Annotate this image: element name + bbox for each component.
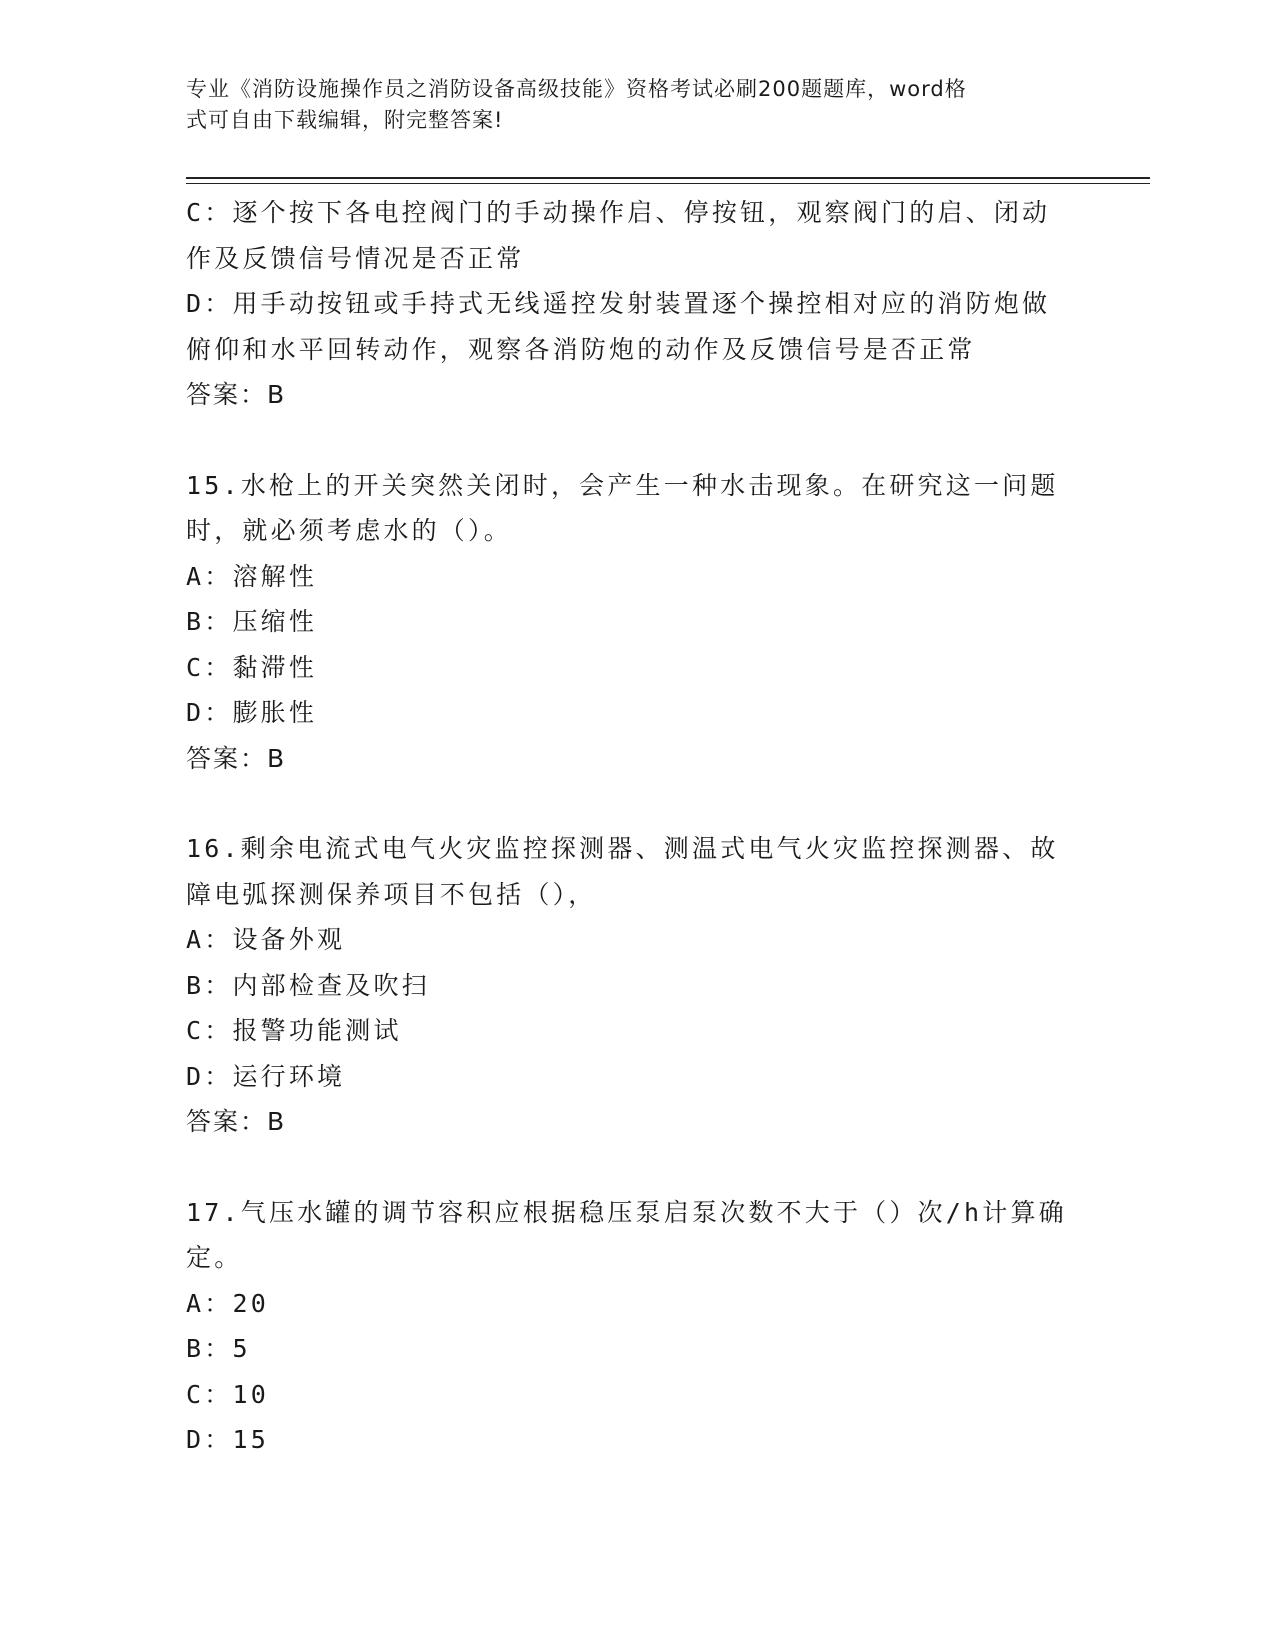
option-c: C：黏滞性 [186, 652, 318, 682]
question-15 [186, 463, 1086, 782]
option-a: A：设备外观 [186, 925, 346, 954]
spacer [186, 418, 1086, 463]
question-stem-line-2: 时，就必须考虑水的（）。 [186, 516, 512, 545]
option-b: B：压缩性 [186, 607, 318, 636]
option-a: A：溶解性 [186, 561, 318, 591]
option-d: D：膨胀性 [186, 698, 318, 727]
answer: 答案：B [186, 1107, 287, 1136]
answer: 答案：B [186, 380, 287, 409]
header-divider [186, 177, 1150, 184]
question-14-continued [186, 190, 1086, 418]
question-stem-line-2: 定。 [186, 1243, 243, 1272]
question-content [186, 190, 1086, 1463]
option-d: D：运行环境 [186, 1061, 346, 1091]
header-line-1: 专业《消防设施操作员之消防设备高级技能》资格考试必刷200题题库，word格 [186, 77, 967, 101]
question-stem-line-1: 17.气压水罐的调节容积应根据稳压泵启泵次数不大于（）次/h计算确 [186, 1197, 1067, 1227]
answer: 答案：B [186, 743, 287, 773]
question-stem-line-1: 16.剩余电流式电气火灾监控探测器、测温式电气火灾监控探测器、故 [186, 834, 1059, 863]
option-c-line-1: C：逐个按下各电控阀门的手动操作启、停按钮，观察阀门的启、闭动 [186, 198, 1051, 227]
option-d-line-1: D：用手动按钮或手持式无线遥控发射装置逐个操控相对应的消防炮做 [186, 289, 1051, 318]
spacer [186, 1145, 1086, 1190]
option-c: C：报警功能测试 [186, 1016, 402, 1045]
option-d: D：15 [186, 1425, 269, 1454]
question-17 [186, 1190, 1086, 1463]
header-line-2: 式可自由下载编辑，附完整答案! [186, 108, 504, 132]
option-c: C：10 [186, 1379, 269, 1409]
spacer [186, 781, 1086, 826]
page-header [186, 74, 1066, 136]
question-stem-line-1: 15.水枪上的开关突然关闭时，会产生一种水击现象。在研究这一问题 [186, 470, 1059, 500]
option-b: B：内部检查及吹扫 [186, 970, 430, 1000]
option-b: B：5 [186, 1334, 251, 1363]
question-stem-line-2: 障电弧探测保养项目不包括（）， [186, 879, 597, 909]
question-16 [186, 826, 1086, 1145]
option-a: A：20 [186, 1288, 269, 1318]
option-c-line-2: 作及反馈信号情况是否正常 [186, 243, 525, 273]
option-d-line-2: 俯仰和水平回转动作，观察各消防炮的动作及反馈信号是否正常 [186, 334, 976, 364]
